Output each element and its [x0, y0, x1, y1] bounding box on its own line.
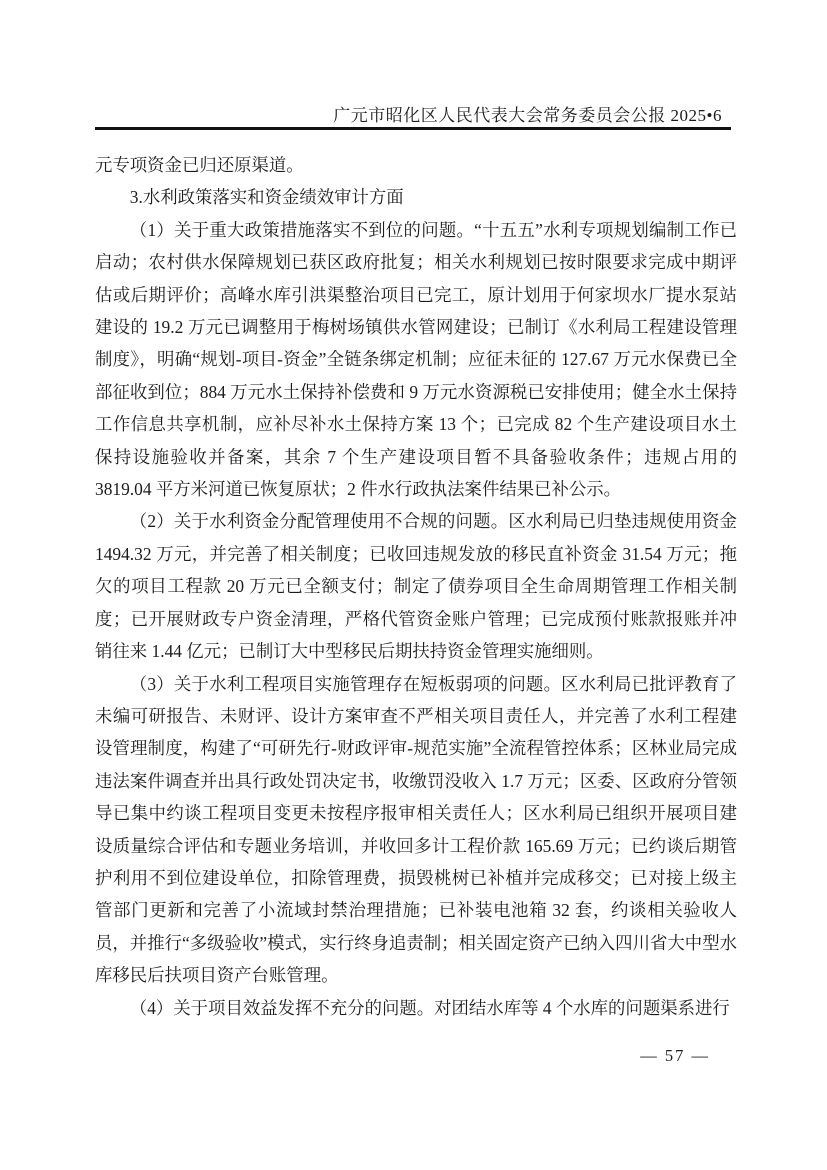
- header-divider: [95, 127, 731, 130]
- paragraph-continuation: 元专项资金已归还原渠道。: [95, 155, 304, 175]
- section-heading: 3.水利政策落实和资金绩效审计方面: [129, 187, 404, 208]
- page-number: — 57 —: [640, 1046, 710, 1065]
- document-body: [95, 149, 737, 1024]
- paragraph-item-1: （1）关于重大政策措施落实不到位的问题。“十五五”水利专项规划编制工作已启动；农村供水保障规划已获区政府批复；相关水利规划已按时限要求完成中期评估或后期评价；高峰水库引洪渠整治项目已完工，原计划用于何家坝水厂提水泵站建设的 19.2 万元已调整用于梅树场镇供水管网建设；已制订《水利局工程建设管理制度》，明确“规划-项目-资金”全链条绑定机制；应征未征的 127.67 万元水保费已全部征收到位；884 万元水土保持补偿费和 9 万元水资源税已安排使用；健全水土保持工作信息共享机制，应补尽补水土保持方案 13 个；已完成 82 个生产建设项目水土保持设施验收并备案，其余 7 个生产建设项目暂不具备验收条件；违规占用的 3819.04 平方米河道已恢复原状；2 件水行政执法案件结果已补公示。: [95, 219, 737, 500]
- paragraph-item-3: （3）关于水利工程项目实施管理存在短板弱项的问题。区水利局已批评教育了未编可研报告、未财评、设计方案审查不严相关项目责任人，并完善了水利工程建设管理制度，构建了“可研先行-财政评审-规范实施”全流程管控体系；区林业局完成违法案件调查并出具行政处罚决定书，收缴罚没收入 1.7 万元；区委、区政府分管领导已集中约谈工程项目变更未按程序报审相关责任人；区水利局已组织开展项目建设质量综合评估和专题业务培训，并收回多计工程价款 165.69 万元；已约谈后期管护利用不到位建设单位，扣除管理费，损毁桃树已补植并完成移交；已对接上级主管部门更新和完善了小流域封禁治理措施；已补装电池箱 32 套，约谈相关验收人员，并推行“多级验收”模式，实行终身追责制；相关固定资产已纳入四川省大中型水库移民后扶项目资产台账管理。: [95, 673, 737, 986]
- header-gazette-title: 广元市昭化区人民代表大会常务委员会公报 2025•6: [333, 106, 722, 125]
- paragraph-item-2: （2）关于水利资金分配管理使用不合规的问题。区水利局已归垫违规使用资金 1494.32 万元，并完善了相关制度；已收回违规发放的移民直补资金 31.54 万元；拖欠的项目工程款 20 万元已全额支付；制定了债券项目全生命周期管理工作相关制度；已开展财政专户资金清理，严格代管资金账户管理；已完成预付账款报账并冲销往来 1.44 亿元；已制订大中型移民后期扶持资金管理实施细则。: [95, 511, 737, 662]
- paragraph-item-4: （4）关于项目效益发挥不充分的问题。对团结水库等 4 个水库的问题渠系进行: [129, 997, 730, 1018]
